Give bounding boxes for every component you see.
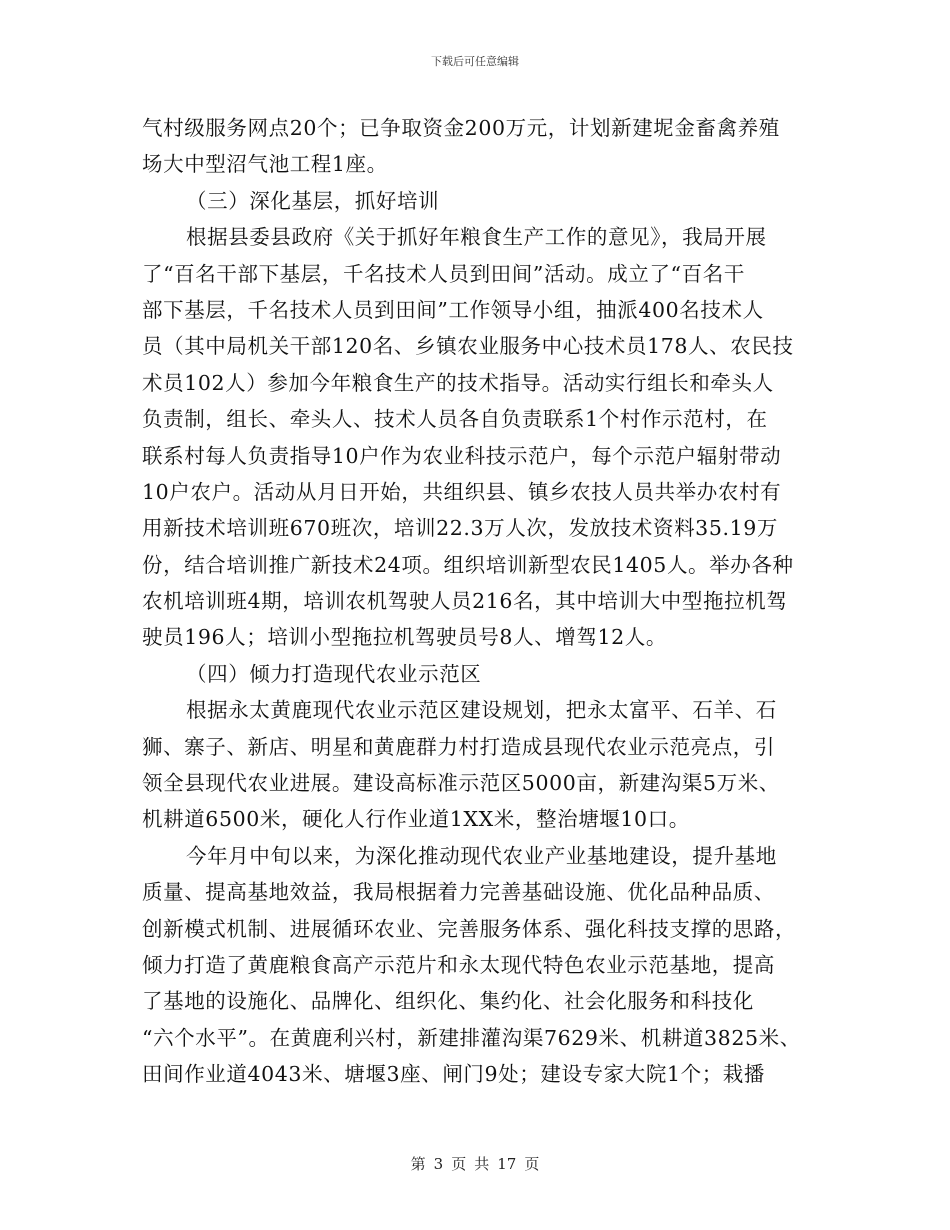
- text-line: 根据永太黄鹿现代农业示范区建设规划，把永太富平、石羊、石: [186, 698, 777, 723]
- footer-page-number: 3: [433, 1155, 444, 1173]
- text-line: （四）倾力打造现代农业示范区: [186, 661, 482, 686]
- text-line: 驶员196人；培训小型拖拉机驾驶员号8人、增驾12人。: [142, 625, 667, 650]
- text-line: 术员102人）参加今年粮食生产的技术指导。活动实行组长和牵头人: [142, 370, 774, 395]
- text-line: 10户农户。活动从月日开始，共组织县、镇乡农技人员共举办农村有: [142, 479, 782, 504]
- text-line: 农机培训班4期，培训农机驾驶人员216名，其中培训大中型拖拉机驾: [142, 589, 788, 614]
- text-line: “六个水平”。在黄鹿利兴村，新建排灌沟渠7629米、机耕道3825米、: [142, 1025, 801, 1050]
- text-line: 部下基层，千名技术人员到田间”工作领导小组，抽派400名技术人: [142, 297, 764, 322]
- text-line: 份，结合培训推广新技术24项。组织培训新型农民1405人。举办各种: [142, 552, 794, 577]
- text-line: 了“百名干部下基层，千名技术人员到田间”活动。成立了“百名干: [142, 261, 745, 286]
- page-header-note: 下载后可任意编辑: [431, 55, 519, 68]
- footer-di: 第: [410, 1155, 426, 1173]
- footer-ye: 页: [451, 1155, 467, 1173]
- text-line: 创新模式机制、进展循环农业、完善服务体系、强化科技支撑的思路，: [142, 916, 797, 941]
- page-footer: [0, 1153, 950, 1174]
- document-body: [142, 110, 822, 1093]
- text-line: 负责制，组长、牵头人、技术人员各自负责联系1个村作示范村，在: [142, 407, 768, 432]
- text-line: 质量、提高基地效益，我局根据着力完善基础设施、优化品种品质、: [142, 880, 775, 905]
- text-line: 田间作业道4043米、塘堰3座、闸门9处；建设专家大院1个；栽播: [142, 1062, 765, 1087]
- footer-total-pages: 17: [497, 1155, 517, 1173]
- text-line: 场大中型沼气池工程1座。: [142, 152, 388, 177]
- footer-ye-end: 页: [524, 1155, 540, 1173]
- text-line: 用新技术培训班670班次，培训22.3万人次，发放技术资料35.19万: [142, 516, 778, 541]
- text-line: 今年月中旬以来，为深化推动现代农业产业基地建设，提升基地: [186, 843, 777, 868]
- text-line: 员（其中局机关干部120名、乡镇农业服务中心技术员178人、农民技: [142, 334, 794, 359]
- text-line: 机耕道6500米，硬化人行作业道1XX米，整治塘堰10口。: [142, 807, 690, 832]
- text-line: 倾力打造了黄鹿粮食高产示范片和永太现代特色农业示范基地，提高: [142, 952, 775, 977]
- text-line: 了基地的设施化、品牌化、组织化、集约化、社会化服务和科技化: [142, 989, 754, 1014]
- text-line: 联系村每人负责指导10户作为农业科技示范户，每个示范户辐射带动: [142, 443, 782, 468]
- footer-gong: 共: [474, 1155, 490, 1173]
- text-line: （三）深化基层，抓好培训: [186, 188, 440, 213]
- text-line: 狮、寨子、新店、明星和黄鹿群力村打造成县现代农业示范亮点，引: [142, 734, 775, 759]
- text-line: 根据县委县政府《关于抓好年粮食生产工作的意见》，我局开展: [186, 225, 767, 250]
- text-line: 领全县现代农业进展。建设高标准示范区5000亩，新建沟渠5万米、: [142, 771, 780, 796]
- text-line: 气村级服务网点20个；已争取资金200万元，计划新建坭金畜禽养殖: [142, 116, 780, 140]
